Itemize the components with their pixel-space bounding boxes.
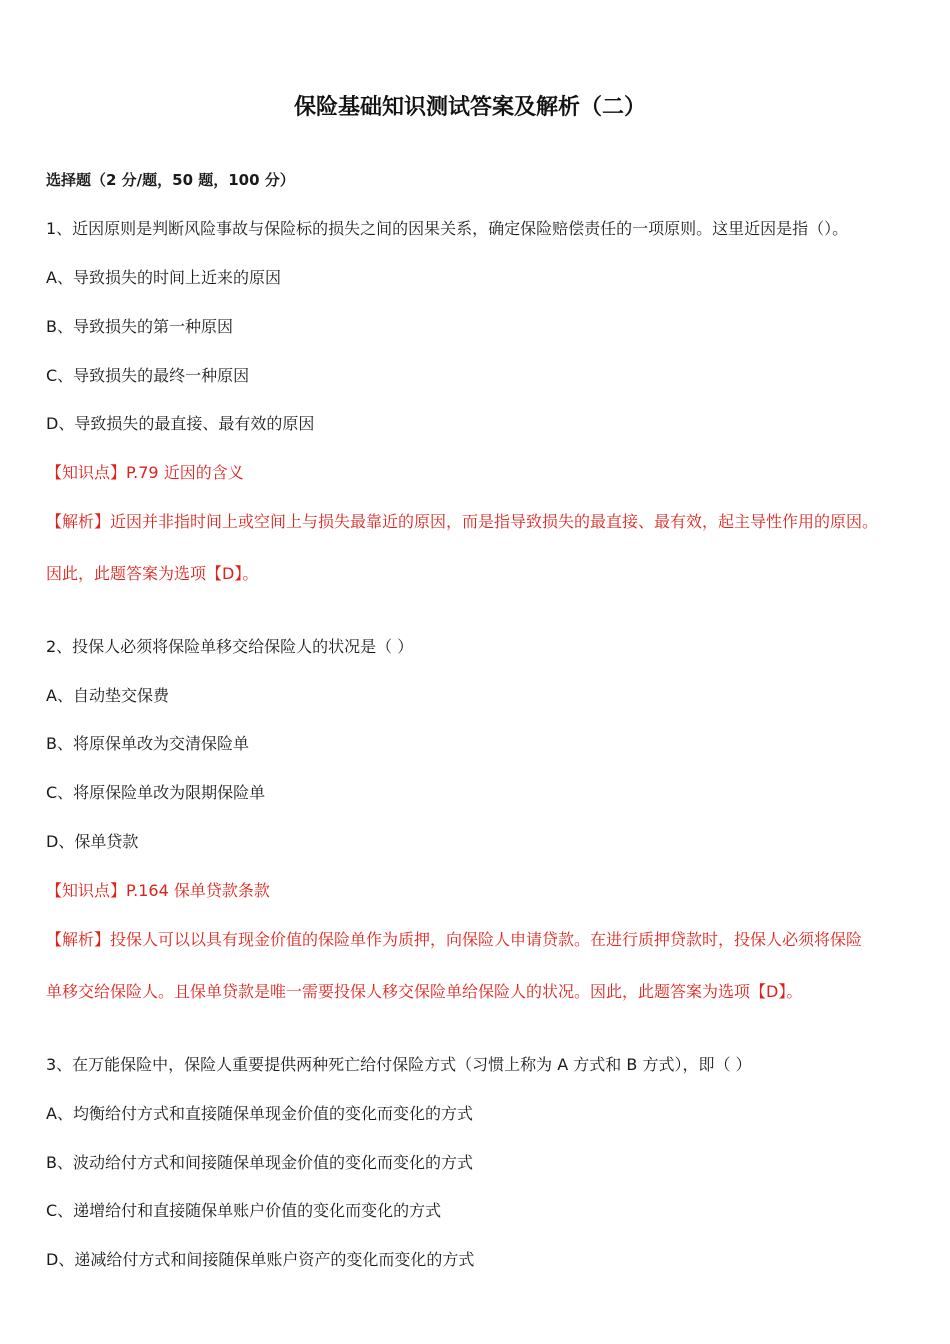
question-1-knowledge-point: 【知识点】P.79 近因的含义: [46, 463, 244, 482]
question-1-option-d: D、导致损失的最直接、最有效的原因: [46, 414, 315, 433]
question-3-option-d: D、递减给付方式和间接随保单账户资产的变化而变化的方式: [46, 1250, 475, 1269]
question-2-analysis-line-2: 单移交给保险人。且保单贷款是唯一需要投保人移交保险单给保险人的状况。因此，此题答案为选项【D】。: [46, 982, 803, 1001]
question-1-analysis-line-2: 因此，此题答案为选项【D】。: [46, 564, 259, 583]
question-3-option-c: C、递增给付和直接随保单账户价值的变化而变化的方式: [46, 1201, 442, 1220]
question-1-stem: 1、近因原则是判断风险事故与保险标的损失之间的因果关系，确定保险赔偿责任的一项原则。这里近因是指（）。: [46, 219, 849, 238]
question-1-option-b: B、导致损失的第一种原因: [46, 317, 233, 336]
question-2-option-c: C、将原保险单改为限期保险单: [46, 783, 266, 802]
question-2-stem: 2、投保人必须将保险单移交给保险人的状况是（ ）: [46, 637, 414, 656]
question-3-stem: 3、在万能保险中，保险人重要提供两种死亡给付保险方式（习惯上称为 A 方式和 B 方式），即（ ）: [46, 1055, 752, 1074]
question-2-option-a: A、自动垫交保费: [46, 686, 169, 705]
question-1-option-a: A、导致损失的时间上近来的原因: [46, 268, 281, 287]
section-header: 选择题（2 分/题，50 题，100 分）: [46, 171, 295, 189]
question-1-analysis-line-1: 【解析】近因并非指时间上或空间上与损失最靠近的原因，而是指导致损失的最直接、最有效，起主导性作用的原因。: [46, 512, 879, 531]
question-2-option-d: D、保单贷款: [46, 832, 139, 851]
question-1-option-c: C、导致损失的最终一种原因: [46, 366, 250, 385]
question-3-option-a: A、均衡给付方式和直接随保单现金价值的变化而变化的方式: [46, 1104, 473, 1123]
question-2-option-b: B、将原保单改为交清保险单: [46, 734, 249, 753]
question-2-analysis-line-1: 【解析】投保人可以以具有现金价值的保险单作为质押，向保险人申请贷款。在进行质押贷款时，投保人必须将保险: [46, 930, 863, 949]
document-title: 保险基础知识测试答案及解析（二）: [293, 95, 646, 120]
question-3-option-b: B、波动给付方式和间接随保单现金价值的变化而变化的方式: [46, 1153, 473, 1172]
question-2-knowledge-point: 【知识点】P.164 保单贷款条款: [46, 881, 270, 900]
